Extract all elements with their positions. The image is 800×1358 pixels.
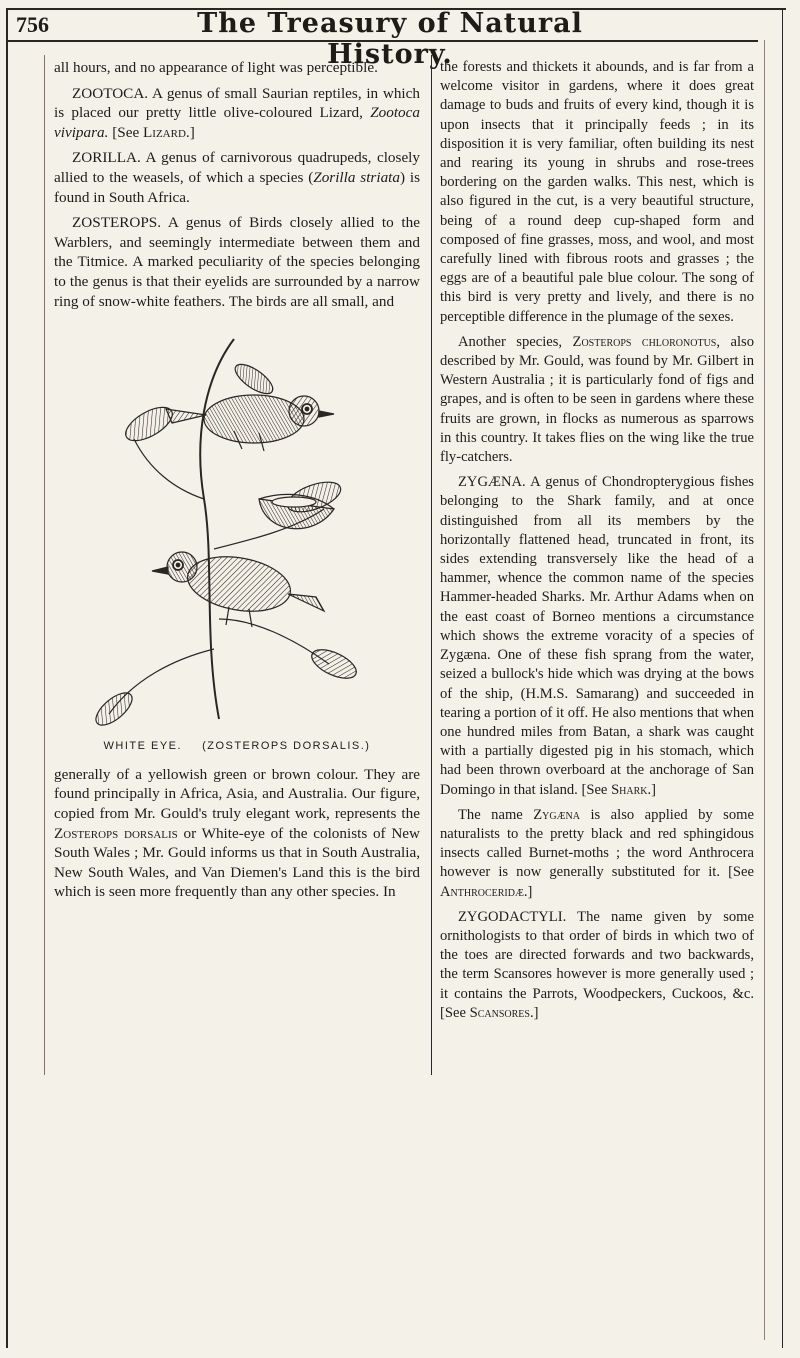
bird-lower [152,549,324,627]
species-name: Zosterops dorsalis [54,824,178,842]
caption-common-name: WHITE EYE. [103,740,183,753]
entry-text: Another species, [458,333,573,350]
paragraph-continued: all hours, and no appearance of light was perceptible. [54,59,378,76]
entry-term: ZYGODACTYLI. [458,908,567,925]
left-column [54,58,420,908]
entry-text: [See [108,123,144,141]
paragraph-continued: the forests and thickets it abounds, and is far from a welcome visitor in gardens, where it does great damage to buds and fruits of every kind, though it is upon insects that it principally feeds ; in its disposition it is very familiar, often building its nest and rearing its young in shrubs and rose-trees bordering on the garden walks. This nest, which is also figured in the cut, is a very beautiful structure, being of a round deep cup-shaped form and composed of fine grasses, moss, and wool, and most carefully lined with fibrous roots and grasses ; the eggs are of a beautiful pale blue colour. The song of this bird is very pretty and lively, and there is no perceptible difference in the plumage of the sexes. [440,59,754,325]
left-border-rule [6,8,8,1348]
entry-text: A genus of small Saurian reptiles, in which is placed our pretty little olive-coloured Lizard, [54,84,420,122]
right-column [440,58,754,1029]
column-divider [431,55,432,1075]
entry-term: ZORILLA. [72,149,141,167]
entry-term: ZYGÆNA. [458,474,526,491]
paragraph-zygaena-moths [440,806,754,902]
entry-text: or White-eye of the colonists of New South Wales ; Mr. Gould informs us that in South Australia, New South Wales, and Van Diemen's Land this is the bird which is seen more frequently than any other species. In [54,824,420,901]
entry-text: , also described by Mr. Gould, was found by Mr. Gilbert in Western Australia ; it is particularly fond of figs and grapes, and is often to be seen in gardens where these fruits are grown, in flocks as numerous as sparrows in this country. It takes flies on the wing like the true fly-catchers. [440,333,754,466]
species-name: Zootoca vivipara. [54,104,420,141]
entry-text: is also applied by some naturalists to the pretty black and red sphingidous insects called Burnet-moths ; the word Anthrocera however is now generally substituted for it. [See [440,806,754,881]
running-title: The Treasury of Natural History. [197,8,583,70]
right-border-rule [782,8,783,1348]
page-number: 756 [16,12,49,37]
paragraph-after-figure [54,765,420,902]
species-name: Zosterops chloronotus [572,333,717,350]
entry-term: ZOSTEROPS. [72,214,162,232]
left-margin-rule [44,55,45,1075]
entry-text: .] [185,123,195,141]
entry-term: ZOOTOCA. [72,84,149,102]
foliage-background [91,339,361,731]
entry-text: generally of a yellowish green or brown colour. They are found principally in Africa, Asia, and Australia. Our figure, copied from Mr. Gould's truly elegant work, represents the [54,765,420,822]
entry-zorilla [54,148,420,207]
entry-zygodactyli [440,908,754,1023]
cross-reference: Anthroceridæ [440,883,524,900]
inner-right-rule [764,40,765,1340]
entry-zootoca [54,84,420,143]
paragraph-zosterops-chloronotus [440,333,754,467]
cross-reference: Shark [611,781,648,798]
cross-reference: Lizard [143,123,186,141]
entry-text: .] [647,781,657,798]
species-name: Zorilla striata [313,168,400,186]
engraving-svg [54,319,420,731]
entry-zygaena [440,473,754,799]
entry-text: .] [529,1004,539,1021]
caption-scientific-name: (ZOSTEROPS DORSALIS.) [202,740,371,753]
entry-text: The name [458,806,534,823]
bird-upper [166,395,334,451]
genus-name: Zygæna [533,806,580,823]
entry-zosterops [54,213,420,311]
figure-caption [54,737,420,757]
cross-reference: Scansores [469,1004,530,1021]
entry-text: .] [523,883,533,900]
white-eye-illustration [54,319,420,731]
entry-text: A genus of Birds closely allied to the Warblers, and seemingly intermediate between them and the Titmice. A marked peculiarity of the species belonging to the genus is that their eyelids are surrounded by a narrow ring of snow-white feathers. The birds are all small, and [54,214,420,310]
entry-text: A genus of Chondropterygious fishes belonging to the Shark family, and at once distinguished from all its members by the horizontally flattened head, truncated in front, its sides extending transversely like the head of a hammer, whence the common name of the species Hammer-headed Sharks. Mr. Arthur Adams when on the east coast of Borneo mentions a circumstance which shows the extreme voracity of a species of Zygæna. One of these fish sprang from the water, seized a bullock's hide which was drying at the bows of the ship, (H.M.S. Samarang) and succeeded in tearing a portion of it off. He also mentions that when one hundred miles from Batan, a shark was caught with a partially digested pig in his stomach, which had been thrown overboard at the anchorage of San Domingo in that island. [See [440,474,754,798]
entry-text: ) is found in South Africa. [54,168,421,206]
entry-text: A genus of carnivorous quadrupeds, closely allied to the weasels, of which a species ( [54,149,420,186]
entry-text: The name given by some ornithologists to that order of birds in which two of the toes are directed forwards and two backwards, the term Scansores however is more generally used ; it contains the Parrots, Woodpeckers, Cuckoos, &c. [See [440,908,754,1021]
